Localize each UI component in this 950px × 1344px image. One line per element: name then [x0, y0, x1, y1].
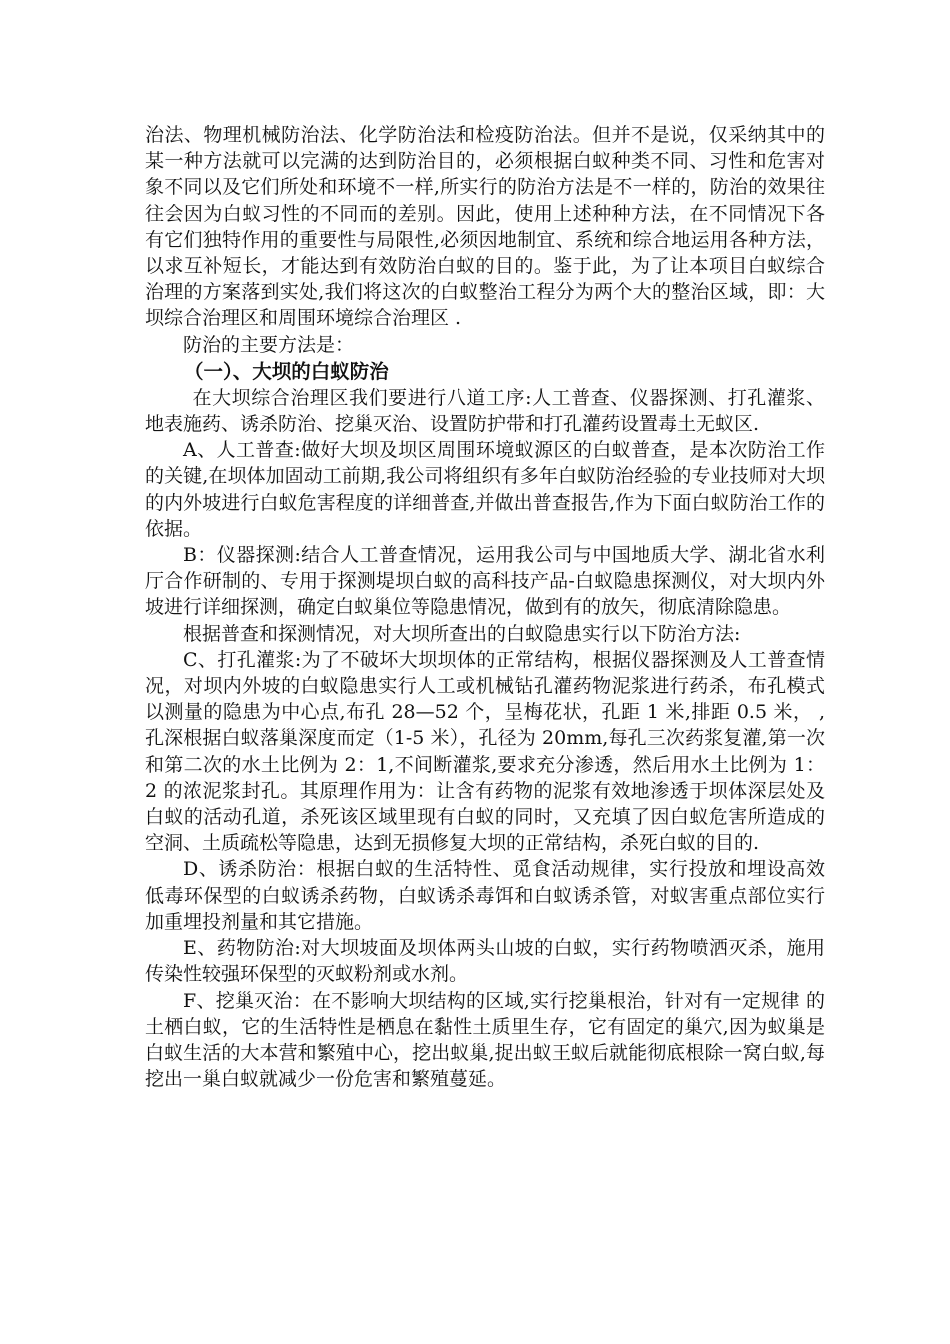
- paragraph-treatment-intro: 根据普查和探测情况，对大坝所查出的白蚁隐患实行以下防治方法:: [183, 622, 741, 645]
- paragraph-b-instrument-detection: B：仪器探测:结合人工普查情况，运用我公司与中国地质大学、湖北省水利厅合作研制的、专用于探测堤坝白蚁的高科技产品-白蚁隐患探测仪，对大坝内外坡进行详细探测，确定白蚁巢位等隐患情况，做到有的放矢，彻底清除隐患。: [145, 544, 825, 619]
- paragraph-c-drilling-grouting: C、打孔灌浆:为了不破坏大坝坝体的正常结构，根据仪器探测及人工普查情况，对坝内外坡的白蚁隐患实行人工或机械钻孔灌药物泥浆进行药杀，布孔模式以测量的隐患为中心点,布孔 28—52 个，呈梅花状，孔距 1 米,排距 0.5 米， ,孔深根据白蚁落巢深度而定（1-5 米），孔径为 20mm,每孔三次药浆复灌,第一次和第二次的水土比例为 2：1,不间断灌浆,要求充分渗透，然后用水土比例为 1：2 的浓泥浆封孔。其原理作用为：让含有药物的泥浆有效地渗透于坝体深层处及白蚁的活动孔道，杀死该区域里现有白蚁的同时，又充填了因白蚁危害所造成的空洞、土质疏松等隐患，达到无损修复大坝的正常结构，杀死白蚁的目的.: [145, 648, 825, 855]
- paragraph-d-bait-control: D、诱杀防治：根据白蚁的生活特性、觅食活动规律，实行投放和埋设高效低毒环保型的白蚁诱杀药物，白蚁诱杀毒饵和白蚁诱杀管，对蚁害重点部位实行加重埋投剂量和其它措施。: [145, 858, 825, 933]
- paragraph-e-chemical-control: E、药物防治:对大坝坡面及坝体两头山坡的白蚁，实行药物喷洒灭杀，施用传染性较强环保型的灭蚁粉剂或水剂。: [145, 937, 825, 986]
- paragraph-main-methods-intro: 防治的主要方法是：: [183, 333, 355, 356]
- document-body: [145, 122, 825, 1092]
- paragraph-eight-procedures: 在大坝综合治理区我们要进行八道工序:人工普查、仪器探测、打孔灌浆、地表施药、诱杀防治、挖巢灭治、设置防护带和打孔灌药设置毒土无蚁区.: [145, 386, 825, 436]
- paragraph-f-nest-excavation: F、挖巢灭治：在不影响大坝结构的区域,实行挖巢根治，针对有一定规律 的土栖白蚁，它的生活特性是栖息在黏性土质里生存，它有固定的巢穴,因为蚁巢是白蚁生活的大本营和繁殖中心，挖出蚁巢,捉出蚁王蚁后就能彻底根除一窝白蚁,每挖出一巢白蚁就减少一份危害和繁殖蔓延。: [145, 989, 825, 1091]
- section-heading-dam-termite-control: （一）、大坝的白蚁防治: [184, 359, 389, 383]
- paragraph-methods-overview: 治法、物理机械防治法、化学防治法和检疫防治法。但并不是说，仅采纳其中的某一种方法就可以完满的达到防治目的，必须根据白蚁种类不同、习性和危害对象不同以及它们所处和环境不一样,所实行的防治方法是不一样的，防治的效果往往会因为白蚁习性的不同而的差别。因此，使用上述种种方法，在不同情况下各有它们独特作用的重要性与局限性,必须因地制宜、系统和综合地运用各种方法，以求互补短长，才能达到有效防治白蚁的目的。鉴于此，为了让本项目白蚁综合治理的方案落到实处,我们将这次的白蚁整治工程分为两个大的整治区域，即：大坝综合治理区和周围环境综合治理区 .: [145, 124, 825, 330]
- paragraph-a-manual-survey: A、人工普查:做好大坝及坝区周围环境蚁源区的白蚁普查，是本次防治工作的关键,在坝体加固动工前期,我公司将组织有多年白蚁防治经验的专业技师对大坝的内外坡进行白蚁危害程度的详细普查,并做出普查报告,作为下面白蚁防治工作的依据。: [145, 439, 825, 540]
